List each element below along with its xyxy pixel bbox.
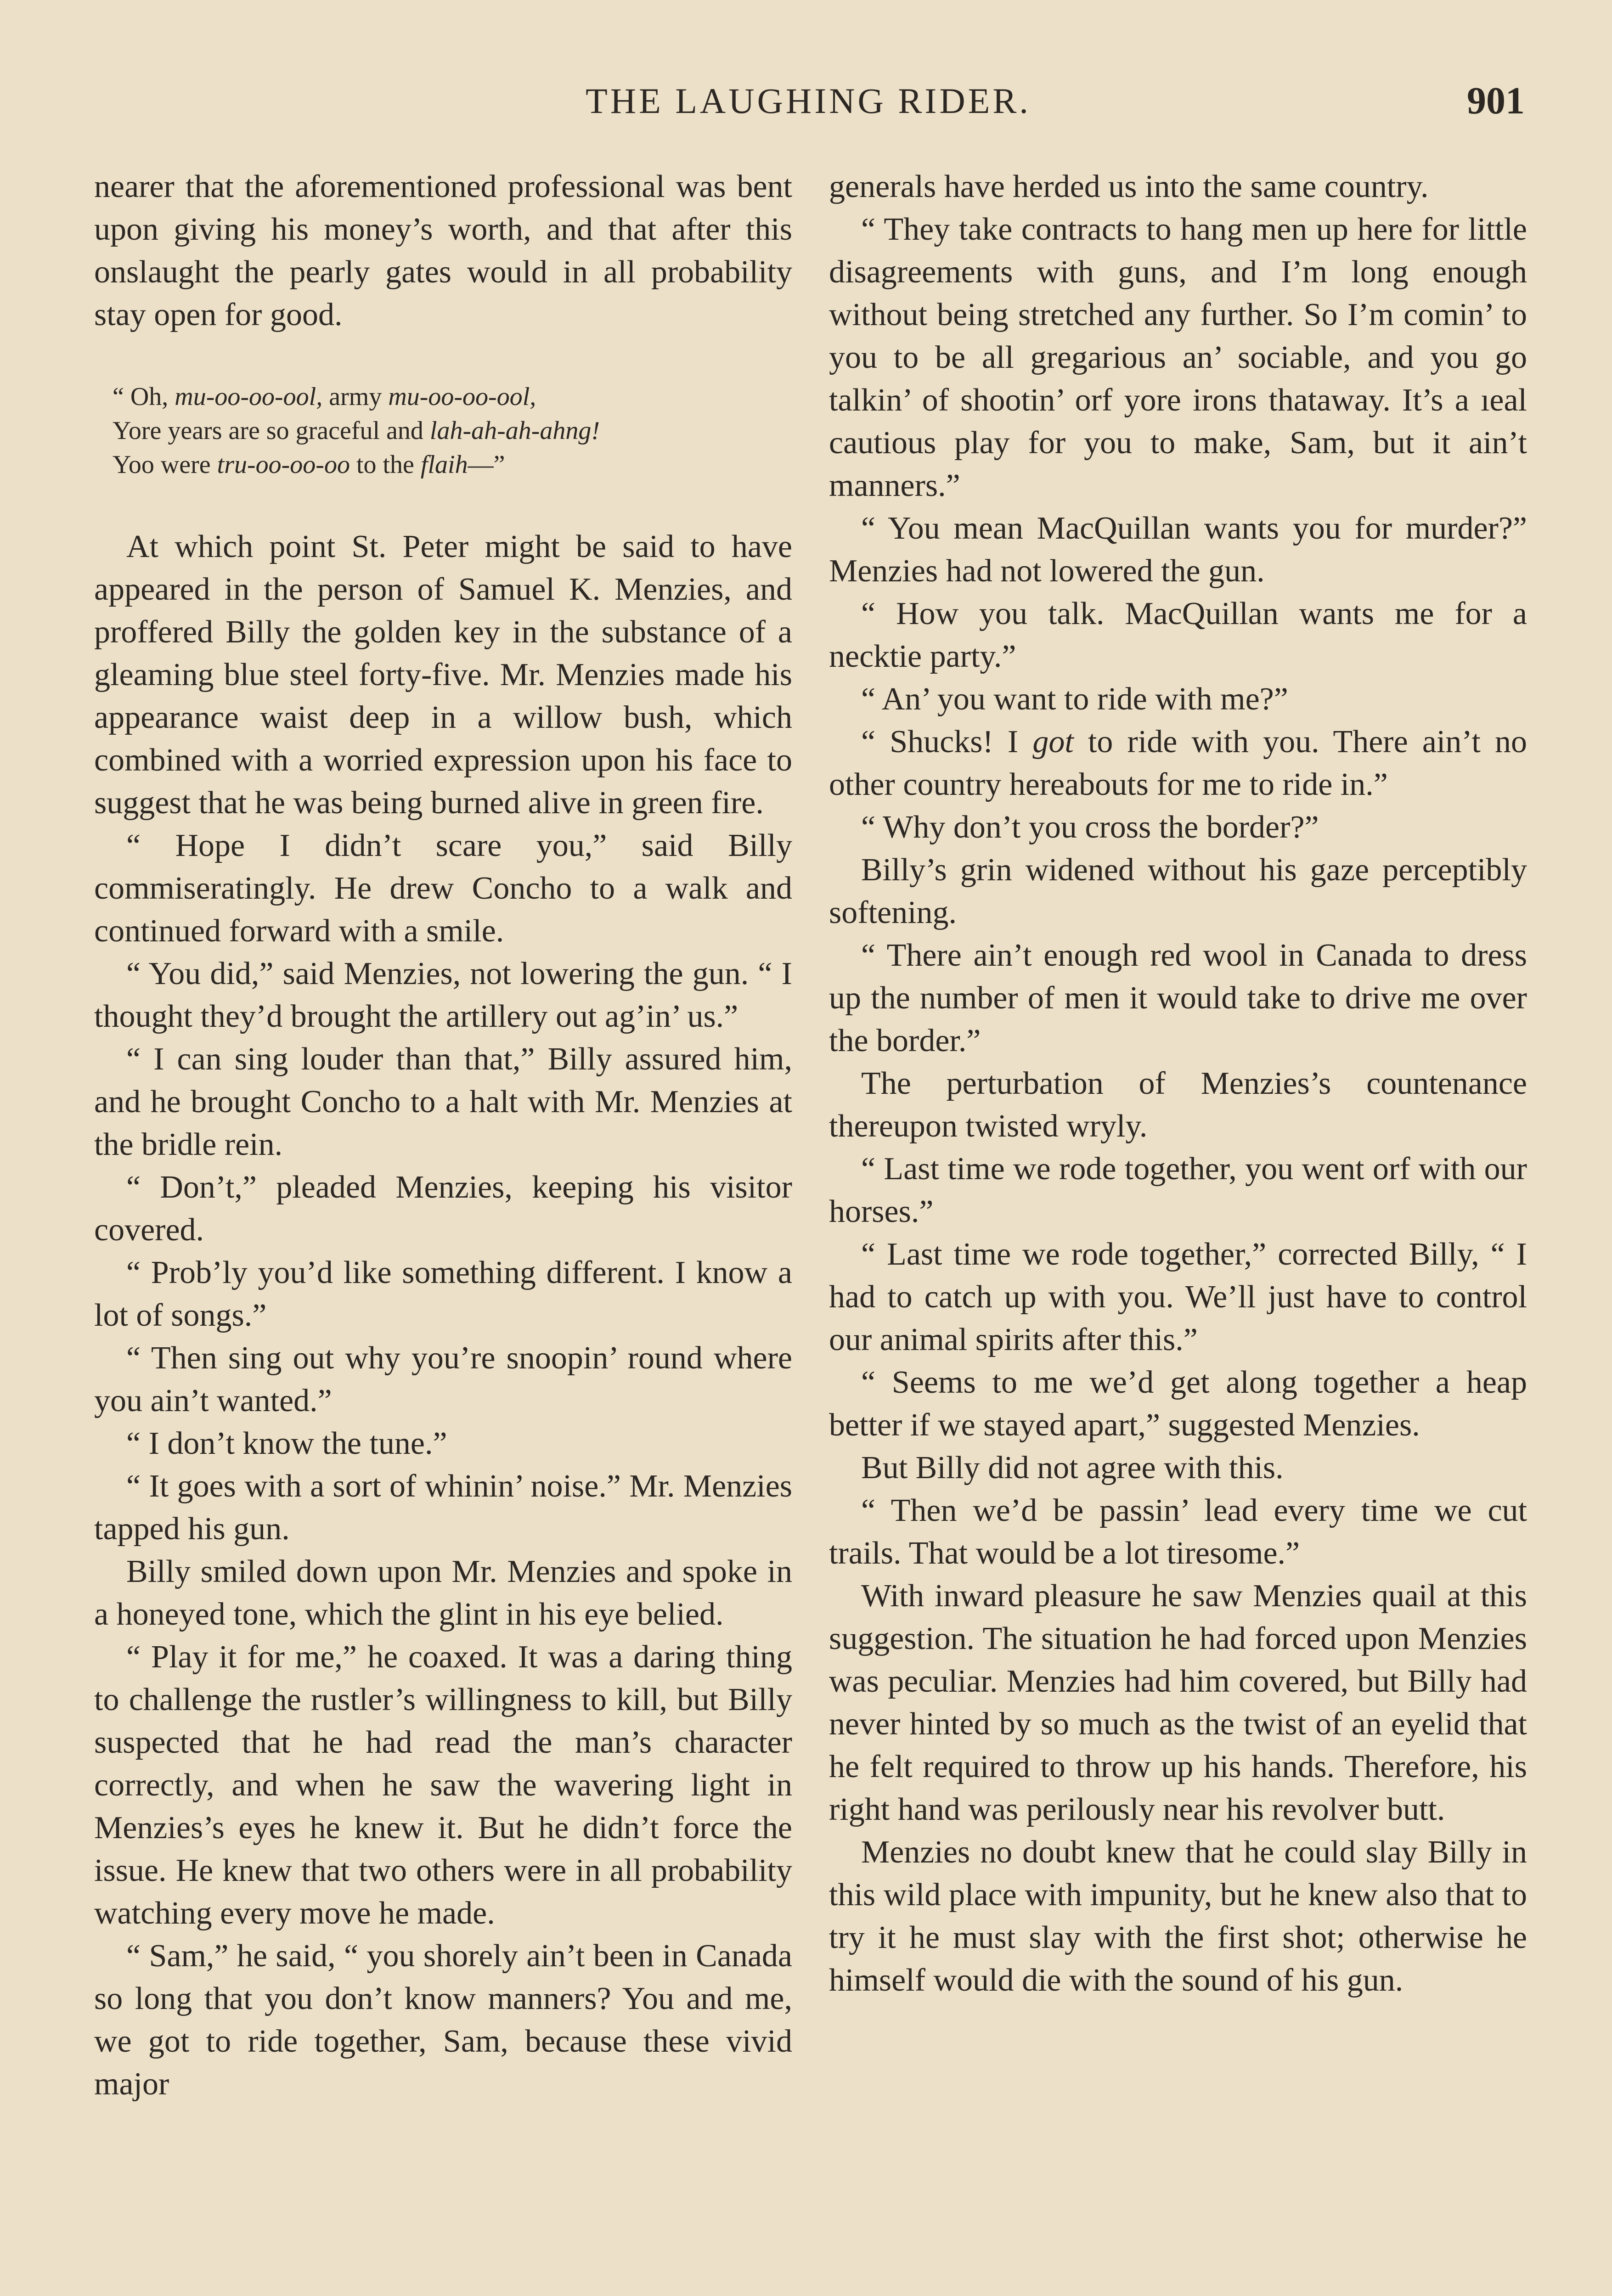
paragraph: Menzies no doubt knew that he could slay Billy in this wild place with impunity, but he knew also that to try it he must slay with the first shot; otherwise he himself would die with the sound of his gun. — [829, 1835, 1527, 1998]
page-number: 901 — [1467, 79, 1525, 122]
paragraph: “ Why don’t you cross the border?” — [861, 810, 1319, 845]
paragraph: generals have herded us into the same country. — [829, 169, 1429, 204]
paragraph: With inward pleasure he saw Menzies quail at this suggestion. The situation he had forced upon Menzies was peculiar. Menzies had him covered, but Billy had never hinted by so much as the twist of an eyelid that he felt required to throw up his hands. Therefore, his right hand was perilously near his revolver butt. — [829, 1578, 1527, 1827]
running-head — [92, 76, 1525, 126]
paragraph: “ Shucks! I got to ride with you. There ain’t no other country hereabouts for me to ride in.” — [829, 724, 1527, 802]
verse-line: Yore years are so graceful and lah-ah-ah-ahng! — [113, 416, 600, 445]
paragraph: Billy’s grin widened without his gaze perceptibly softening. — [829, 852, 1527, 930]
verse-line: Yoo were tru-oo-oo-oo to the flaih—” — [113, 450, 505, 479]
paragraph: “ Then sing out why you’re snoopin’ round where you ain’t wanted.” — [94, 1340, 792, 1418]
paragraph: nearer that the aforementioned professional was bent upon giving his money’s worth, and that after this onslaught the pearly gates would in all probability stay open for good. — [94, 169, 792, 332]
paragraph: “ Prob’ly you’d like something different. I know a lot of songs.” — [94, 1255, 792, 1333]
paragraph: “ Seems to me we’d get along together a heap better if we stayed apart,” suggested Menzies. — [829, 1365, 1527, 1443]
paragraph: “ Hope I didn’t scare you,” said Billy commiseratingly. He drew Concho to a walk and continued forward with a smile. — [94, 828, 792, 949]
paragraph: “ There ain’t enough red wool in Canada to dress up the number of men it would take to drive me over the border.” — [829, 938, 1527, 1058]
paragraph: “ Then we’d be passin’ lead every time we cut trails. That would be a lot tiresome.” — [829, 1493, 1527, 1571]
paragraph: “ It goes with a sort of whinin’ noise.” Mr. Menzies tapped his gun. — [94, 1469, 792, 1547]
paragraph: “ Last time we rode together,” corrected Billy, “ I had to catch up with you. We’ll just have to control our animal spirits after this.” — [829, 1237, 1527, 1357]
paragraph: “ I can sing louder than that,” Billy assured him, and he brought Concho to a halt with Mr. Menzies at the bridle rein. — [94, 1041, 792, 1162]
paragraph: “ How you talk. MacQuillan wants me for a necktie party.” — [829, 596, 1527, 674]
verse-line: “ Oh, mu-oo-oo-ool, army mu-oo-oo-ool, — [113, 383, 536, 411]
paragraph: “ Last time we rode together, you went orf with our horses.” — [829, 1151, 1527, 1229]
right-column — [829, 165, 1527, 2296]
paragraph: “ Don’t,” pleaded Menzies, keeping his visitor covered. — [94, 1170, 792, 1248]
paragraph: “ You did,” said Menzies, not lowering the gun. “ I thought they’d brought the artillery out ag’in’ us.” — [94, 956, 792, 1034]
paragraph: “ You mean MacQuillan wants you for murder?” Menzies had not lowered the gun. — [829, 511, 1527, 589]
running-title: THE LAUGHING RIDER. — [586, 81, 1031, 121]
paragraph: “ They take contracts to hang men up here for little disagreements with guns, and I’m long enough without being stretched any further. So I’m comin’ to you to be all gregarious an’ sociable, and you go talkin’ of shootin’ orf yore irons thataway. It’s a ıeal cautious play for you to make, Sam, but it ain’t manners.” — [829, 212, 1527, 503]
song-verse — [94, 380, 792, 482]
paragraph: The perturbation of Menzies’s countenance thereupon twisted wryly. — [829, 1066, 1527, 1144]
paragraph: “ Play it for me,” he coaxed. It was a daring thing to challenge the rustler’s willingness to kill, but Billy suspected that he had read the man’s character correctly, and when he saw the wavering light in Menzies’s eyes he knew it. But he didn’t force the issue. He knew that two others were in all probability watching every move he made. — [94, 1639, 792, 1931]
paragraph: Billy smiled down upon Mr. Menzies and spoke in a honeyed tone, which the glint in his eye belied. — [94, 1554, 792, 1632]
paragraph: At which point St. Peter might be said to have appeared in the person of Samuel K. Menzies, and proffered Billy the golden key in the substance of a gleaming blue steel forty-five. Mr. Menzies made his appearance waist deep in a willow bush, which combined with a worried expression upon his face to suggest that he was being burned alive in green fire. — [94, 529, 792, 821]
paragraph: “ An’ you want to ride with me?” — [861, 681, 1288, 717]
paragraph: But Billy did not agree with this. — [861, 1450, 1284, 1486]
paragraph: “ Sam,” he said, “ you shorely ain’t been in Canada so long that you don’t know manners? You and me, we got to ride together, Sam, because these vivid major — [94, 1938, 792, 2102]
left-column — [94, 165, 792, 2296]
paragraph: “ I don’t know the tune.” — [126, 1426, 447, 1461]
